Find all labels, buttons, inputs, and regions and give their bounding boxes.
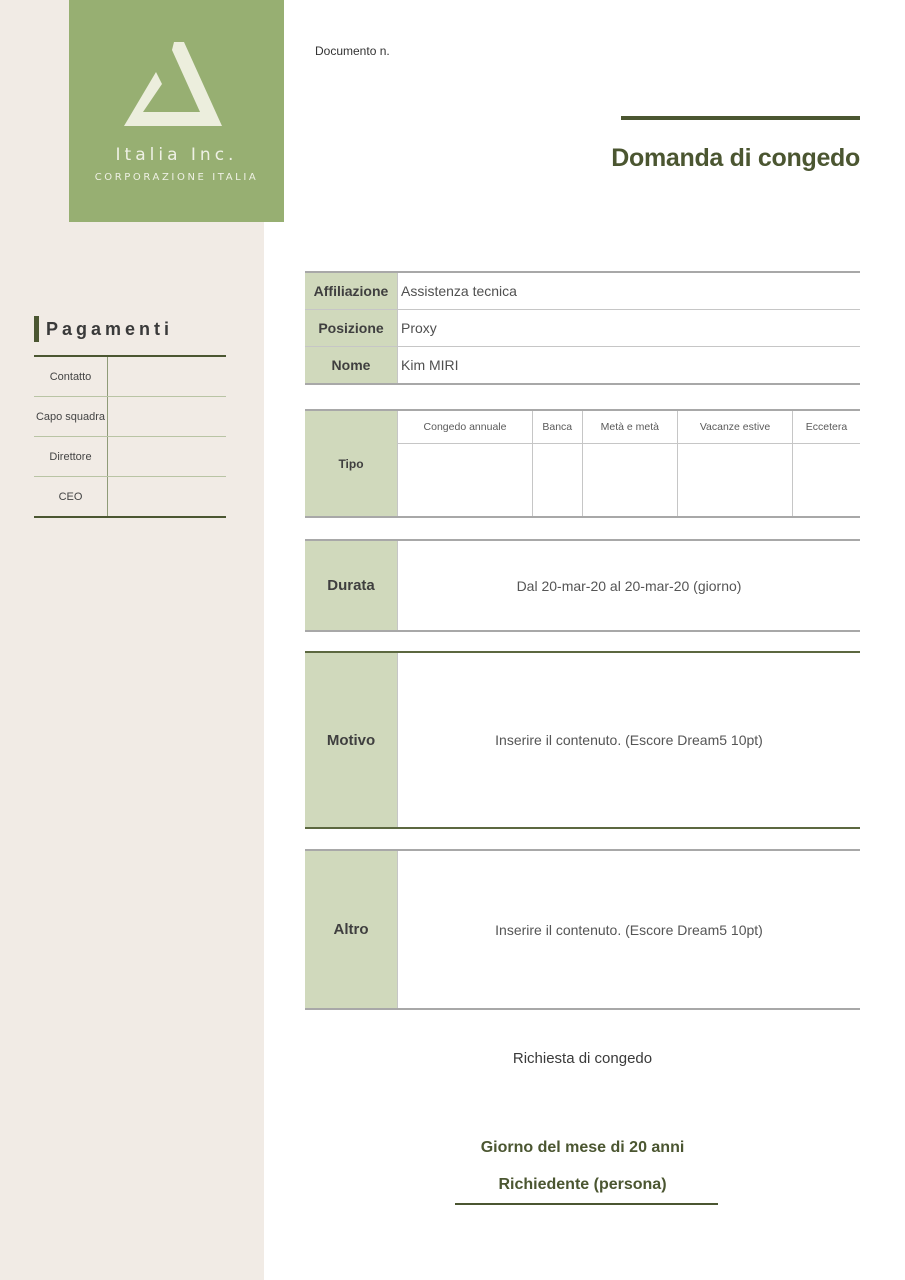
company-logo (69, 0, 284, 222)
name-label: Nome (305, 347, 398, 385)
approval-signature-cell[interactable] (108, 437, 227, 477)
approval-row (34, 397, 226, 437)
title-accent-bar (621, 116, 860, 120)
approval-role-label: Direttore (34, 437, 108, 477)
approval-signature-cell[interactable] (108, 397, 227, 437)
leave-type-option: Eccetera (793, 410, 861, 444)
duration-section (305, 539, 860, 632)
leave-type-option: Congedo annuale (398, 410, 533, 444)
approval-row (34, 477, 226, 518)
signature-line[interactable] (455, 1203, 718, 1205)
leave-type-table (305, 409, 860, 518)
position-label: Posizione (305, 310, 398, 347)
info-row-name (305, 347, 860, 385)
leave-type-option: Metà e metà (582, 410, 678, 444)
duration-label: Durata (305, 541, 398, 630)
leave-type-header-row (305, 410, 860, 444)
leave-type-option: Banca (533, 410, 583, 444)
date-line: Giorno del mese di 20 anni (480, 1139, 685, 1156)
info-row-position (305, 310, 860, 347)
leave-type-checkbox-cell[interactable] (793, 444, 861, 518)
approval-row (34, 356, 226, 397)
company-name: Italia Inc. (115, 145, 238, 165)
other-label: Altro (305, 851, 398, 1008)
leave-type-checkbox-cell[interactable] (582, 444, 678, 518)
leave-type-checkbox-cell[interactable] (398, 444, 533, 518)
approval-role-label: Capo squadra (34, 397, 108, 437)
other-field[interactable]: Inserire il contenuto. (Escore Dream5 10pt) (495, 921, 763, 938)
leave-type-option: Vacanze estive (678, 410, 793, 444)
approval-signature-cell[interactable] (108, 477, 227, 518)
leave-type-checkbox-cell[interactable] (533, 444, 583, 518)
payments-heading: Pagamenti (34, 316, 173, 342)
affiliation-field[interactable]: Assistenza tecnica (398, 272, 861, 310)
info-row-affiliation (305, 272, 860, 310)
document-number-label: Documento n. (315, 44, 390, 58)
approval-row (34, 437, 226, 477)
approval-table (34, 355, 226, 518)
duration-field[interactable]: Dal 20-mar-20 al 20-mar-20 (giorno) (516, 577, 742, 594)
applicant-label: Richiedente (persona) (498, 1176, 667, 1193)
approval-role-label: Contatto (34, 356, 108, 397)
approval-signature-cell[interactable] (108, 356, 227, 397)
leave-type-label: Tipo (305, 410, 398, 517)
name-field[interactable]: Kim MIRI (401, 357, 459, 373)
request-statement: Richiesta di congedo (512, 1050, 653, 1067)
affiliation-label: Affiliazione (305, 272, 398, 310)
reason-label: Motivo (305, 653, 398, 827)
reason-section (305, 651, 860, 829)
leave-type-checkbox-cell[interactable] (678, 444, 793, 518)
employee-info-table (305, 271, 860, 385)
page-title: Domanda di congedo (611, 144, 860, 172)
reason-field[interactable]: Inserire il contenuto. (Escore Dream5 10pt) (495, 732, 763, 748)
other-section (305, 849, 860, 1010)
company-subtitle: CORPORAZIONE ITALIA (94, 172, 259, 183)
approval-role-label: CEO (34, 477, 108, 518)
position-field[interactable]: Proxy (398, 310, 861, 347)
triangle-a-logo-icon (124, 42, 224, 128)
